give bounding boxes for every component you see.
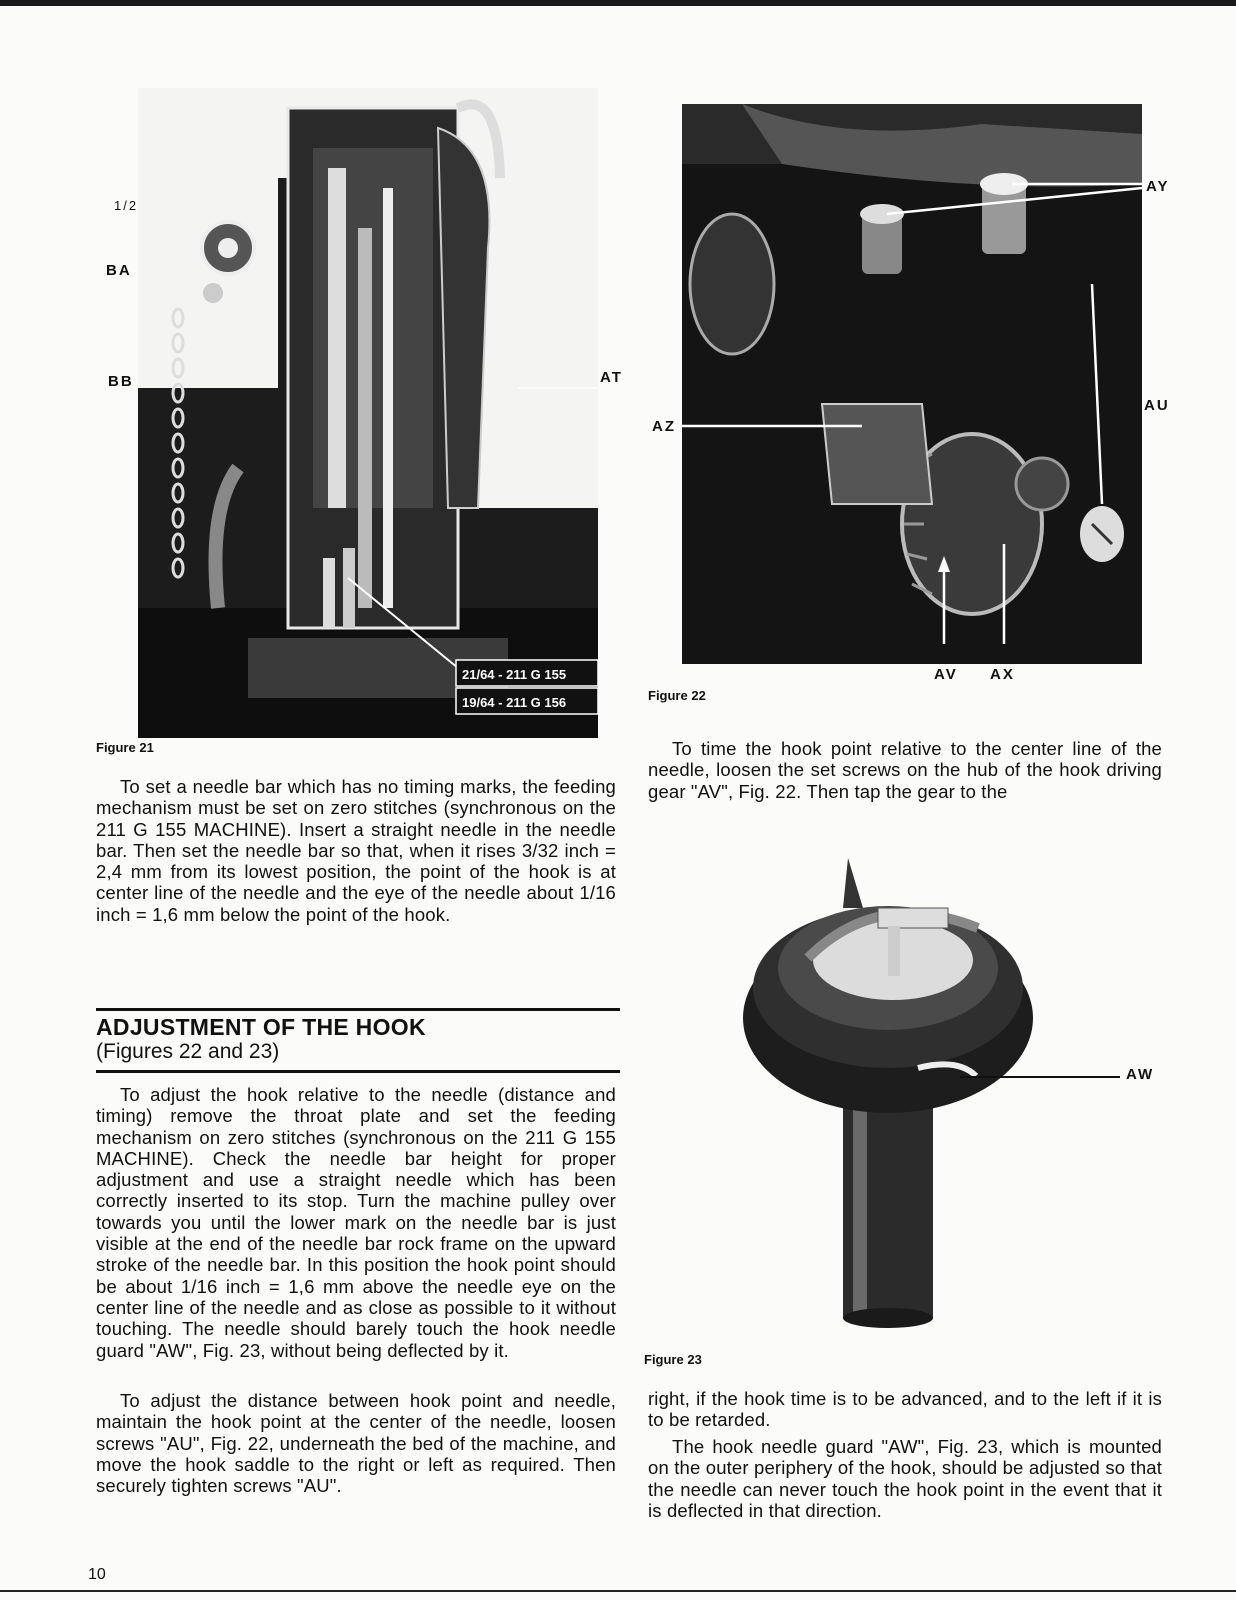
rotary-hook-illustration [728,848,1048,1330]
paragraph-right-continued: right, if the hook time is to be advanced, and to the left if it is to be retarded. [648,1388,1162,1431]
section-rule-top [96,1008,620,1011]
hook-driving-gear-illustration [682,104,1142,664]
figure-23-caption: Figure 23 [644,1352,702,1367]
figure-22-caption: Figure 22 [648,688,706,703]
callout-az: AZ [652,418,676,435]
callout-half: 1/2 [114,198,139,213]
section-subtitle: (Figures 22 and 23) [96,1040,280,1063]
page-number: 10 [88,1566,106,1583]
leader-line-aw [960,1076,1120,1078]
paragraph-adjust-hook-2: To adjust the distance between hook point and needle, maintain the hook point at the center of the needle, loosen screws "AU", Fig. 22, underneath the bed of the machine, and move the hook saddle to the right or left as required. Then securely tighten screws "AU". [96,1390,616,1497]
callout-ax: AX [990,666,1015,683]
callout-aw: AW [1126,1066,1155,1083]
section-title: ADJUSTMENT OF THE HOOK [96,1014,426,1040]
paragraph-needle-guard: The hook needle guard "AW", Fig. 23, which is mounted on the outer periphery of the hook, should be adjusted so that the needle can never touch the hook point in the event that it is deflected in that direction. [648,1436,1162,1521]
paragraph-time-hook: To time the hook point relative to the center line of the needle, loosen the set screws on the hub of the hook driving gear "AV", Fig. 22. Then tap the gear to the [648,738,1162,802]
figure-21-photo [138,88,598,738]
sewing-machine-head-illustration [138,88,598,738]
paragraph-needle-bar: To set a needle bar which has no timing marks, the feeding mechanism must be set on zero stitches (synchronous on the 211 G 155 MACHINE). Insert a straight needle in the needle bar. Then set the needle bar so that, when it rises 3/32 inch = 2,4 mm from its lowest position, the point of the hook is at center line of the needle and the eye of the needle about 1/16 inch = 1,6 mm below the point of the hook. [96,776,616,925]
callout-av: AV [934,666,958,683]
callout-ay: AY [1146,178,1170,195]
section-rule-bottom [96,1070,620,1073]
figure-23-photo [728,848,1048,1330]
callout-at: AT [600,369,623,386]
figure-22-photo [682,104,1142,664]
paragraph-adjust-hook-1: To adjust the hook relative to the needle (distance and timing) remove the throat plate and set the feeding mechanism on zero stitches (synchronous on the 211 G 155 MACHINE). Check the needle bar height for proper adjustment and use a straight needle which has been correctly inserted to its stop. Turn the machine pulley over towards you until the lower mark on the needle bar is just visible at the end of the needle bar rock frame on the upward stroke of the needle bar. In this position the hook point should be about 1/16 inch = 1,6 mm above the needle eye on the center line of the needle and as close as possible to it without touching. The needle should barely touch the hook needle guard "AW", Fig. 23, without being deflected by it. [96,1084,616,1361]
plate-marking-2: 19/64 - 211 G 156 [462,695,567,710]
plate-marking-1: 21/64 - 211 G 155 [462,667,567,682]
callout-bb: BB [108,373,134,390]
top-border [0,0,1236,6]
figure-21-caption: Figure 21 [96,740,154,755]
bottom-border [0,1590,1236,1592]
callout-ba: BA [106,262,132,279]
callout-au: AU [1144,397,1170,414]
